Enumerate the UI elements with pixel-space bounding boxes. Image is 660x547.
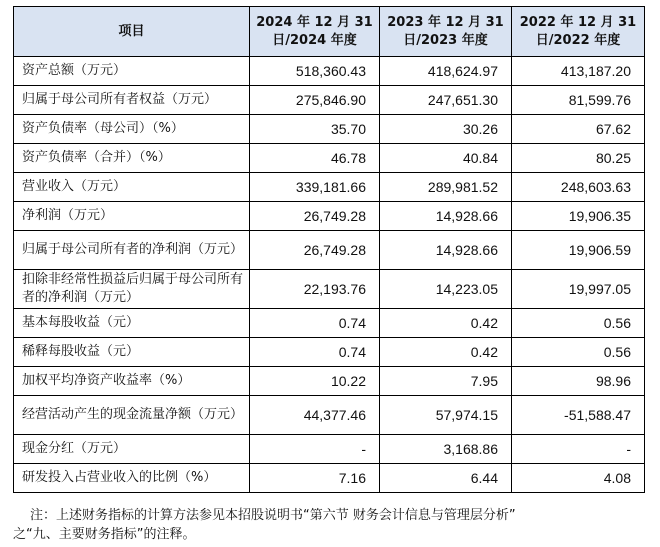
value-2024: 26,749.28 [250,202,380,231]
value-2022: 81,599.76 [512,86,645,115]
value-2023: 14,928.66 [380,202,512,231]
value-2024: 0.74 [250,309,380,338]
value-2022: 19,906.35 [512,202,645,231]
value-2022: 4.08 [512,464,645,493]
table-row [14,309,645,338]
value-2024: 35.70 [250,115,380,144]
value-2023: 14,928.66 [380,231,512,270]
table-row [14,86,645,115]
value-2023: 0.42 [380,338,512,367]
value-2024: 22,193.76 [250,270,380,309]
value-2022: 67.62 [512,115,645,144]
value-2024: 275,846.90 [250,86,380,115]
header-2022: 2022 年 12 月 31 日/2022 年度 [512,7,645,57]
table-row [14,115,645,144]
value-2023: 418,624.97 [380,57,512,86]
table-row [14,57,645,86]
row-label: 稀释每股收益（元） [14,338,250,367]
value-2023: 7.95 [380,367,512,396]
value-2023: 57,974.15 [380,396,512,435]
row-label: 归属于母公司所有者的净利润（万元） [14,231,250,270]
value-2022: 413,187.20 [512,57,645,86]
row-label: 基本每股收益（元） [14,309,250,338]
value-2022: 98.96 [512,367,645,396]
value-2024: 0.74 [250,338,380,367]
table-row [14,367,645,396]
row-label: 加权平均净资产收益率（%） [14,367,250,396]
table-row [14,270,645,309]
value-2024: 339,181.66 [250,173,380,202]
value-2022: 19,997.05 [512,270,645,309]
header-2023: 2023 年 12 月 31 日/2023 年度 [380,7,512,57]
value-2022: 248,603.63 [512,173,645,202]
row-label: 经营活动产生的现金流量净额（万元） [14,396,250,435]
value-2023: 6.44 [380,464,512,493]
value-2022: 80.25 [512,144,645,173]
value-2023: 30.26 [380,115,512,144]
value-2024: 7.16 [250,464,380,493]
value-2024: 518,360.43 [250,57,380,86]
row-label: 扣除非经常性损益后归属于母公司所有者的净利润（万元） [14,270,250,309]
row-label: 资产负债率（母公司）（%） [14,115,250,144]
value-2024: 26,749.28 [250,231,380,270]
row-label: 归属于母公司所有者权益（万元） [14,86,250,115]
table-row [14,231,645,270]
row-label: 现金分红（万元） [14,435,250,464]
header-item: 项目 [14,7,250,57]
value-2023: 40.84 [380,144,512,173]
footnote-line-2: 之“九、主要财务指标”的注释。 [13,527,196,542]
value-2022: 19,906.59 [512,231,645,270]
financial-indicators-table [13,6,645,493]
table-row [14,338,645,367]
footnote-line-1: 注：上述财务指标的计算方法参见本招股说明书“第六节 财务会计信息与管理层分析” [30,508,516,523]
table-row [14,396,645,435]
value-2024: 46.78 [250,144,380,173]
row-label: 净利润（万元） [14,202,250,231]
table-row [14,173,645,202]
row-label: 研发投入占营业收入的比例（%） [14,464,250,493]
table-row [14,202,645,231]
value-2024: 44,377.46 [250,396,380,435]
table-row [14,435,645,464]
row-label: 资产负债率（合并）（%） [14,144,250,173]
row-label: 营业收入（万元） [14,173,250,202]
value-2023: 3,168.86 [380,435,512,464]
table-row [14,144,645,173]
value-2023: 247,651.30 [380,86,512,115]
value-2023: 14,223.05 [380,270,512,309]
row-label: 资产总额（万元） [14,57,250,86]
value-2022: - [512,435,645,464]
table-row [14,464,645,493]
value-2022: -51,588.47 [512,396,645,435]
value-2023: 0.42 [380,309,512,338]
value-2022: 0.56 [512,338,645,367]
table-header-row [14,7,645,57]
value-2022: 0.56 [512,309,645,338]
header-2024: 2024 年 12 月 31 日/2024 年度 [250,7,380,57]
value-2024: 10.22 [250,367,380,396]
value-2024: - [250,435,380,464]
value-2023: 289,981.52 [380,173,512,202]
